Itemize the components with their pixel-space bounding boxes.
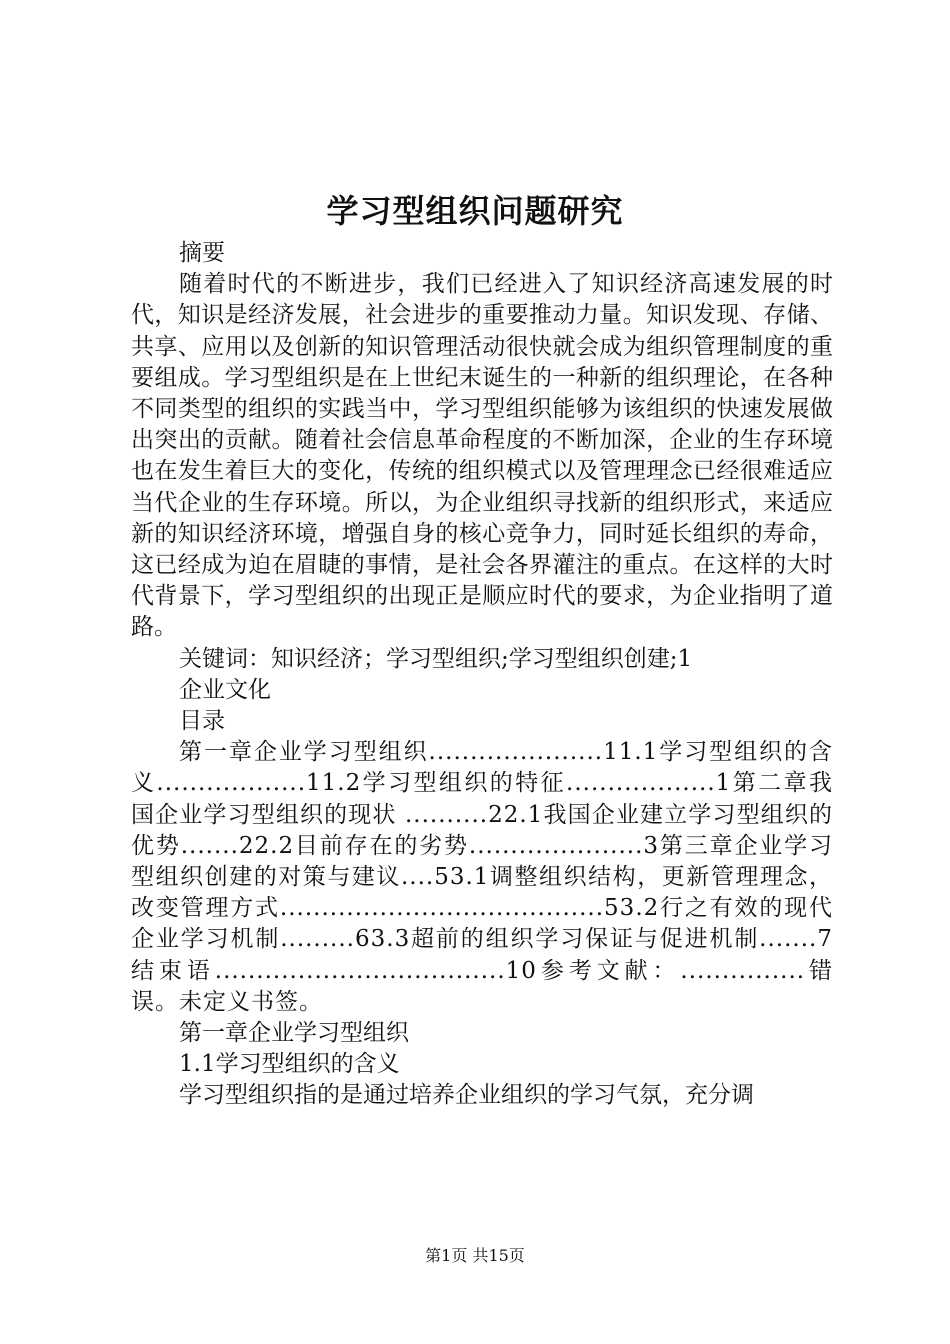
page-footer: 第1页 共15页	[425, 1246, 525, 1265]
chapter-1-heading: 第一章企业学习型组织	[179, 1020, 409, 1047]
toc-heading: 目录	[179, 708, 225, 735]
abstract-paragraph: 随着时代的不断进步，我们已经进入了知识经济高速发展的时代，知识是经济发展，社会进步的重要推动力量。知识发现、存储、共享、应用以及创新的知识管理活动很快就会成为组织管理制度的重要组成。学习型组织是在上世纪末诞生的一种新的组织理论，在各种不同类型的组织的实践当中，学习型组织能够为该组织的快速发展做出突出的贡献。随着社会信息革命程度的不断加深，企业的生存环境也在发生着巨大的变化，传统的组织模式以及管理理念已经很难适应当代企业的生存环境。所以，为企业组织寻找新的组织形式，来适应新的知识经济环境，增强自身的核心竞争力，同时延长组织的寿命，这已经成为迫在眉睫的事情，是社会各界灌注的重点。在这样的大时代背景下，学习型组织的出现正是顺应时代的要求，为企业指明了道路。	[131, 271, 833, 641]
document-title: 学习型组织问题研究	[326, 192, 624, 230]
toc-entries: 第一章企业学习型组织.....................11.1学习型组织的含义..................11.2学习型组织的特征..................1第二章我国企业学习型组织的现状 ..........22.1我国企业建立学习型组织的优势.......22.2目前存在的劣势.....................3第三章企业学习型组织创建的对策与建议....53.1调整组织结构，更新管理理念，改变管理方式.......................................53.2行之有效的现代企业学习机制.........63.3超前的组织学习保证与促进机制.......7结束语...................................10参考文献：...............错误。未定义书签。	[131, 739, 833, 1015]
section-1-1-paragraph: 学习型组织指的是通过培养企业组织的学习气氛，充分调	[179, 1082, 754, 1109]
document-body	[131, 238, 833, 1112]
keywords-continuation: 企业文化	[179, 676, 271, 703]
section-1-1-heading: 1.1学习型组织的含义	[179, 1051, 400, 1078]
abstract-heading: 摘要	[179, 240, 225, 266]
keywords-line: 关键词：知识经济；学习型组织;学习型组织创建;1	[179, 645, 693, 672]
